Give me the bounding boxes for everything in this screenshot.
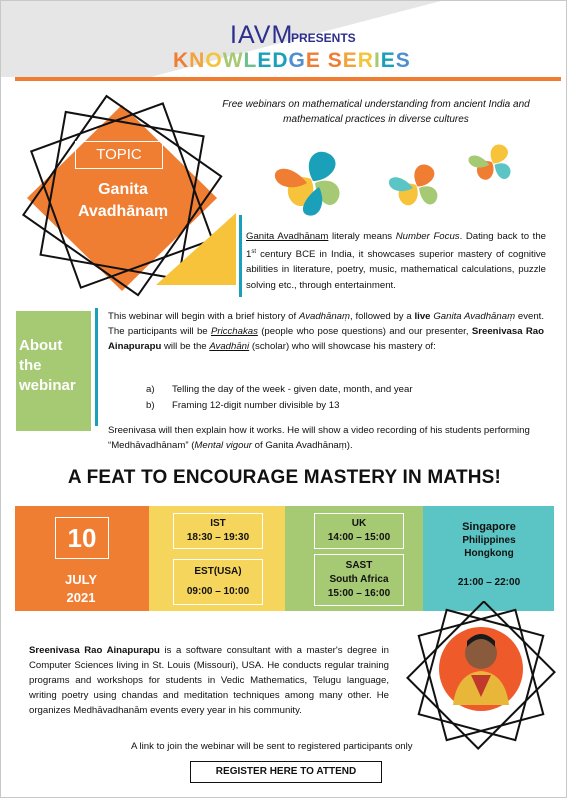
ist-time: 18:30 – 19:30 — [186, 532, 250, 543]
series-letter: S — [395, 49, 411, 72]
series-letter: S — [327, 49, 343, 72]
asia-time: 21:00 – 22:00 — [457, 577, 521, 588]
intro-paragraph — [246, 229, 546, 293]
ist-box — [173, 513, 263, 549]
tagline: Free webinars on mathematical understanding from ancient India and mathematical practices in diverse cultures — [222, 99, 530, 125]
est-label: EST(USA) — [194, 566, 242, 577]
about-paragraph-1 — [108, 309, 544, 354]
topic-title-line2: Avadhānaṃ — [77, 203, 169, 220]
series-letter: E — [305, 49, 321, 72]
intro-term: Ganita Avadhānaṃ — [246, 231, 329, 242]
about-text: event. The participants will be — [108, 311, 544, 337]
presenter-name: Sreenivasa Rao Ainapurapu — [108, 326, 544, 352]
series-letter: E — [342, 49, 358, 72]
topic-label-box: TOPIC — [75, 141, 163, 169]
uk-time: 14:00 – 15:00 — [327, 532, 391, 543]
series-letter: G — [288, 49, 306, 72]
est-box — [173, 559, 263, 605]
about-event: Ganita Avadhānaṃ — [433, 311, 516, 322]
droplet-decoration — [271, 131, 551, 231]
about-accent-bar — [95, 308, 98, 426]
about-text: This webinar will begin with a brief history of — [108, 311, 299, 322]
knowledge-series-title — [173, 49, 411, 73]
presents-label: PRESENTS — [291, 31, 356, 45]
about-text: of Ganita Avadhānaṃ). — [251, 440, 353, 451]
about-heading-line: About — [19, 337, 63, 354]
presenter-bio — [29, 643, 389, 718]
about-text: (scholar) who will showcase his mastery of: — [249, 341, 436, 352]
est-time: 09:00 – 10:00 — [186, 586, 250, 597]
list-text: Telling the day of the week - given date, month, and year — [172, 384, 413, 395]
series-letter: L — [243, 49, 258, 72]
series-letter: K — [173, 49, 190, 72]
intro-text: literaly means — [328, 231, 396, 242]
asia-singapore: Singapore — [462, 521, 516, 533]
iavm-logo: IAVM — [230, 21, 294, 49]
intro-accent-bar — [239, 215, 242, 297]
about-term: Avadhānaṃ — [298, 311, 350, 322]
month-label: JULY — [64, 572, 98, 587]
bio-text: is a software consultant with a master's degree in Computer Sciences living in St. Louis (Missouri), USA. He conducts regular training programs and workshops for students in Vedic Mathematics, Telugu language, writing poetry using chandas and meditation techniques among many other. He organizes Medhāvadhanām events every year in his community. — [29, 645, 389, 716]
list-text: Framing 12-digit number divisible by 13 — [172, 400, 340, 411]
month-year — [31, 571, 131, 607]
asia-times — [429, 521, 549, 589]
about-text: (people who pose questions) and our presenter, — [257, 326, 472, 337]
intro-meaning: Number Focus — [395, 231, 460, 242]
list-marker: a) — [146, 384, 155, 395]
series-letter: N — [189, 49, 206, 72]
presenter-photo-frame — [401, 601, 561, 751]
sast-sub: South Africa — [329, 574, 389, 585]
year-label: 2021 — [66, 590, 96, 605]
about-text: , followed by a — [350, 311, 415, 322]
list-marker: b) — [146, 400, 155, 411]
about-avadhani: Avadhāni — [209, 341, 250, 352]
series-letter: W — [222, 49, 244, 72]
header-divider — [15, 77, 561, 81]
about-paragraph-2 — [108, 423, 544, 453]
about-heading-line: the — [19, 357, 42, 374]
link-note: A link to join the webinar will be sent to registered participants only — [131, 741, 413, 752]
series-letter: R — [357, 49, 374, 72]
list-item — [146, 398, 413, 414]
series-letter: I — [373, 49, 381, 72]
about-live: live — [414, 311, 431, 322]
sast-label: SAST — [345, 560, 373, 571]
intro-text: . Dating back to the 1 — [246, 231, 546, 260]
series-letter — [321, 49, 328, 72]
intro-text: century BCE in India, it showcases superior mastery of cognitive abilities in literature, poetry, music, mathematical calculations, puzzle solving etc., through entertainment. — [246, 248, 546, 291]
about-text: Sreenivasa will then explain how it works. He will show a video recording of his students performing “Medhāvadhānam” ( — [108, 425, 530, 451]
uk-label: UK — [351, 518, 367, 529]
about-italic: Mental vigour — [194, 440, 252, 451]
series-letter: O — [205, 49, 223, 72]
about-text: will be the — [161, 341, 210, 352]
about-pricchakas: Pricchakas — [210, 326, 258, 337]
series-letter: E — [257, 49, 273, 72]
series-letter: D — [272, 49, 289, 72]
about-heading-line: webinar — [19, 377, 76, 394]
about-heading — [19, 336, 76, 396]
ist-label: IST — [210, 518, 226, 529]
bio-name: Sreenivasa Rao Ainapurapu — [29, 645, 160, 656]
intro-sup: st — [251, 248, 257, 255]
sast-time: 15:00 – 16:00 — [327, 588, 391, 599]
asia-hongkong: Hongkong — [464, 548, 514, 559]
asia-philippines: Philippines — [462, 535, 516, 546]
feat-headline: A FEAT TO ENCOURAGE MASTERY IN MATHS! — [67, 467, 502, 488]
topic-title-line1: Ganita — [98, 181, 148, 198]
sast-box — [314, 554, 404, 606]
mastery-list — [146, 382, 413, 414]
uk-box — [314, 513, 404, 549]
list-item — [146, 382, 413, 398]
register-button[interactable]: REGISTER HERE TO ATTEND — [190, 761, 382, 783]
yellow-triangle-decoration — [156, 213, 241, 288]
day-box: 10 — [55, 517, 109, 559]
series-letter: E — [380, 49, 396, 72]
